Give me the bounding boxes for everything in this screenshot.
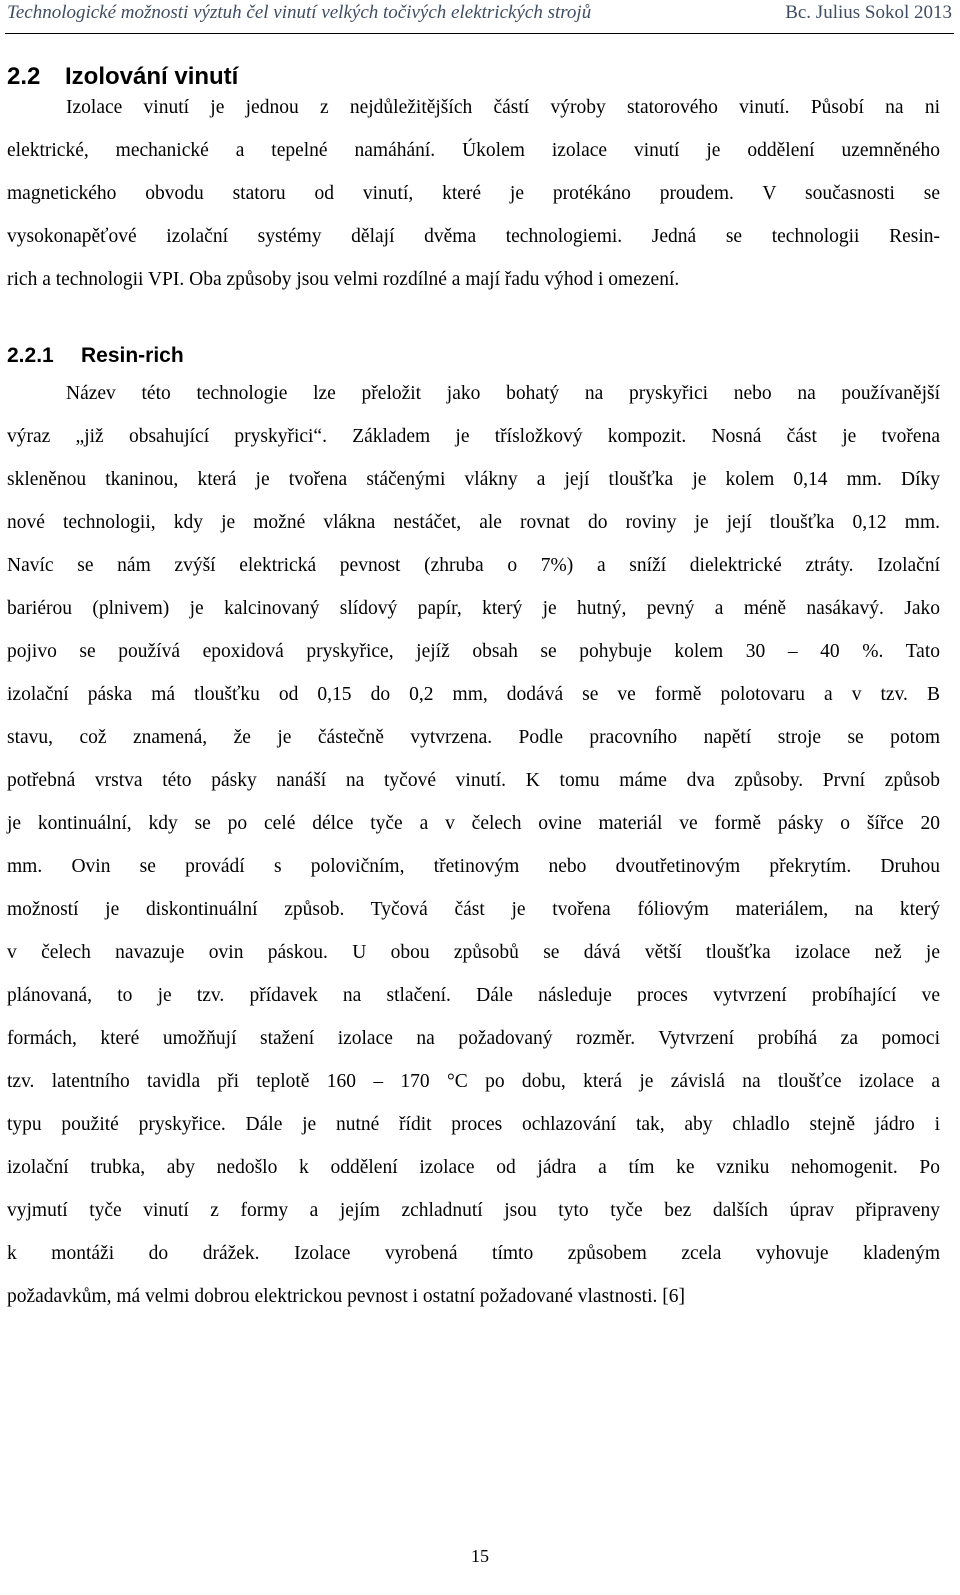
paragraph-line: potřebná vrstva této pásky nanáší na tyčové vinutí. K tomu máme dva způsoby. První způsob xyxy=(7,770,940,791)
paragraph-line: je kontinuální, kdy se po celé délce tyče a v čelech ovine materiál ve formě pásky o šířce 20 xyxy=(7,813,940,834)
subsection-title: Resin-rich xyxy=(81,344,184,367)
header-document-title: Technologické možnosti výztuh čel vinutí velkých točivých elektrických strojů xyxy=(7,2,592,23)
subsection-heading xyxy=(7,342,184,370)
page-number: 15 xyxy=(471,1546,489,1566)
paragraph-line: plánovaná, to je tzv. přídavek na stlačení. Dále následuje proces vytvrzení probíhající ve xyxy=(7,985,940,1006)
paragraph-line: skleněnou tkaninou, která je tvořena stáčenými vlákny a její tloušťka je kolem 0,14 mm. Díky xyxy=(7,469,940,490)
paragraph-line: rich a technologii VPI. Oba způsoby jsou velmi rozdílné a mají řadu výhod i omezení. xyxy=(7,269,680,290)
paragraph-line: mm. Ovin se provádí s polovičním, třetinovým nebo dvoutřetinovým překrytím. Druhou xyxy=(7,856,940,877)
paragraph-line: Izolace vinutí je jednou z nejdůležitějších částí výroby statorového vinutí. Působí na ni xyxy=(66,97,940,118)
paragraph-line: magnetického obvodu statoru od vinutí, které je protékáno proudem. V současnosti se xyxy=(7,183,940,204)
section-heading xyxy=(7,62,238,92)
section-number: 2.2 xyxy=(7,63,41,90)
section-title: Izolování vinutí xyxy=(65,63,239,90)
header-author-year: Bc. Julius Sokol 2013 xyxy=(785,2,952,23)
paragraph-line: možností je diskontinuální způsob. Tyčová část je tvořena fóliovým materiálem, na který xyxy=(7,899,940,920)
paragraph-line: elektrické, mechanické a tepelné namáhání. Úkolem izolace vinutí je oddělení uzemněného xyxy=(7,140,940,161)
paragraph-line: Navíc se nám zvýší elektrická pevnost (zhruba o 7%) a sníží dielektrické ztráty. Izolační xyxy=(7,555,940,576)
paragraph-line: bariérou (plnivem) je kalcinovaný slídový papír, který je hutný, pevný a méně nasákavý. Jako xyxy=(7,598,940,619)
paragraph-line: stavu, což znamená, že je částečně vytvrzena. Podle pracovního napětí stroje se potom xyxy=(7,727,940,748)
paragraph-line: typu použité pryskyřice. Dále je nutné řídit proces ochlazování tak, aby chladlo stejně jádro i xyxy=(7,1114,940,1135)
paragraph-line: formách, které umožňují stažení izolace na požadovaný rozměr. Vytvrzení probíhá za pomoci xyxy=(7,1028,940,1049)
paragraph-line: požadavkům, má velmi dobrou elektrickou pevnost i ostatní požadované vlastnosti. [6] xyxy=(7,1286,686,1307)
paragraph-line: pojivo se používá epoxidová pryskyřice, jejíž obsah se pohybuje kolem 30 – 40 %. Tato xyxy=(7,641,940,662)
paragraph-line: vysokonapěťové izolační systémy dělají dvěma technologiemi. Jedná se technologii Resin- xyxy=(7,226,940,247)
running-header xyxy=(5,0,954,34)
paragraph-line: izolační páska má tloušťku od 0,15 do 0,2 mm, dodává se ve formě polotovaru a v tzv. B xyxy=(7,684,940,705)
paragraph-line: nové technologii, kdy je možné vlákna nestáčet, ale rovnat do roviny je její tloušťka 0,12 mm. xyxy=(7,512,940,533)
paragraph-line: k montáži do drážek. Izolace vyrobená tímto způsobem zcela vyhovuje kladeným xyxy=(7,1243,940,1264)
paragraph-line: výraz „již obsahující pryskyřici“. Základem je třísložkový kompozit. Nosná část je tvořena xyxy=(7,426,940,447)
paragraph-line: Název této technologie lze přeložit jako bohatý na pryskyřici nebo na používanější xyxy=(66,383,940,404)
paragraph-line: vyjmutí tyče vinutí z formy a jejím zchladnutí jsou tyto tyče bez dalších úprav připraveny xyxy=(7,1200,940,1221)
subsection-number: 2.2.1 xyxy=(7,344,54,367)
paragraph-line: v čelech navazuje ovin páskou. U obou způsobů se dává větší tloušťka izolace než je xyxy=(7,942,940,963)
paragraph-line: tzv. latentního tavidla při teplotě 160 – 170 °C po dobu, která je závislá na tloušťce izolace a xyxy=(7,1071,940,1092)
paragraph-line: izolační trubka, aby nedošlo k oddělení izolace od jádra a tím ke vzniku nehomogenit. Po xyxy=(7,1157,940,1178)
